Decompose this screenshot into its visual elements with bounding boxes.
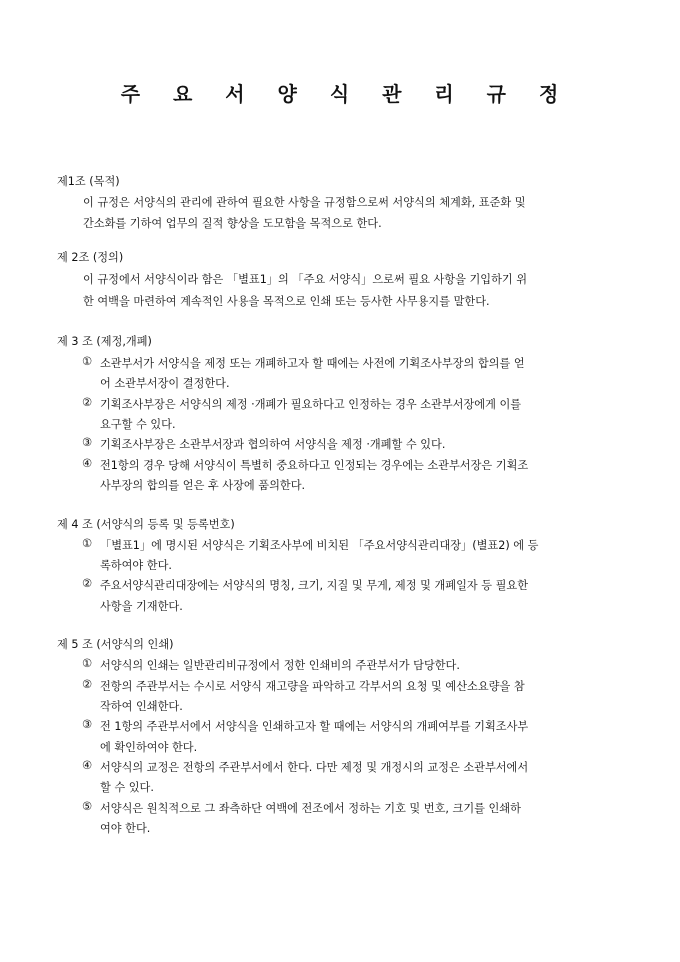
item-number: ②	[82, 577, 93, 590]
document-title: 주 요 서 양 식 관 리 규 정	[120, 82, 572, 106]
item-number: ③	[82, 436, 93, 449]
item-text-line: 작하여 인쇄한다.	[100, 700, 183, 713]
item-number: ②	[82, 396, 93, 409]
item-text-line: 사부장의 합의를 얻은 후 사장에 품의한다.	[100, 479, 306, 492]
item-number: ①	[82, 657, 93, 670]
article-text-line: 이 규정에서 서양식이라 함은 「별표1」의 「주요 서양식」으로써 필요 사항을 기입하기 위	[83, 273, 528, 286]
item-text-line: 서양식의 교정은 전항의 주관부서에서 한다. 다만 제정 및 개정시의 교정은 소관부서에서	[100, 761, 529, 774]
item-text-line: 록하여야 한다.	[100, 559, 172, 572]
article-text-line: 한 여백을 마련하여 계속적인 사용을 목적으로 인쇄 또는 등사한 사무용지를 말한다.	[83, 295, 490, 308]
article-heading: 제1조 (목적)	[57, 175, 120, 188]
item-number: ①	[82, 537, 93, 550]
article-text-line: 이 규정은 서양식의 관리에 관하여 필요한 사항을 규정함으로써 서양식의 체계화, 표준화 및	[83, 196, 526, 209]
item-text-line: 여야 한다.	[100, 822, 151, 835]
item-text-line: 할 수 있다.	[100, 781, 154, 794]
item-text-line: 소관부서가 서양식을 제정 또는 개폐하고자 할 때에는 사전에 기획조사부장의 합의를 얻	[100, 357, 525, 370]
item-number: ②	[82, 678, 93, 691]
item-text-line: 서양식의 인쇄는 일반관리비규정에서 정한 인쇄비의 주관부서가 담당한다.	[100, 659, 460, 672]
item-number: ③	[82, 718, 93, 731]
item-text-line: 기획조사부장은 서양식의 제정 ·개폐가 필요하다고 인정하는 경우 소관부서장에게 이를	[100, 398, 522, 411]
item-number: ①	[82, 355, 93, 368]
item-text-line: 전항의 주관부서는 수시로 서양식 재고량을 파악하고 각부서의 요청 및 예산소요량을 참	[100, 680, 525, 693]
article-text-line: 간소화를 기하여 업무의 질적 향상을 도모함을 목적으로 한다.	[83, 217, 382, 230]
item-text-line: 어 소관부서장이 결정한다.	[100, 377, 230, 390]
item-text-line: 전1항의 경우 당해 서양식이 특별히 중요하다고 인정되는 경우에는 소관부서장은 기획조	[100, 459, 529, 472]
item-text-line: 에 확인하여야 한다.	[100, 741, 198, 754]
item-text-line: 주요서양식관리대장에는 서양식의 명칭, 크기, 지질 및 무게, 제정 및 개폐일자 등 필요한	[100, 579, 529, 592]
item-text-line: 기획조사부장은 소관부서장과 협의하여 서양식을 제정 ·개폐할 수 있다.	[100, 438, 446, 451]
item-text-line: 「별표1」에 명시된 서양식은 기획조사부에 비치된 「주요서양식관리대장」(별표2) 에 등	[100, 539, 539, 552]
item-text-line: 요구할 수 있다.	[100, 418, 176, 431]
item-number: ④	[82, 457, 93, 470]
item-number: ④	[82, 759, 93, 772]
article-heading: 제 2조 (정의)	[57, 251, 124, 264]
article-heading: 제 5 조 (서양식의 인쇄)	[57, 638, 174, 651]
article-heading: 제 4 조 (서양식의 등록 및 등록번호)	[57, 518, 235, 531]
item-text-line: 전 1항의 주관부서에서 서양식을 인쇄하고자 할 때에는 서양식의 개폐여부를 기획조사부	[100, 720, 529, 733]
item-text-line: 사항을 기재한다.	[100, 600, 183, 613]
item-number: ⑤	[82, 800, 93, 813]
item-text-line: 서양식은 원칙적으로 그 좌측하단 여백에 전조에서 정하는 기호 및 번호, 크기를 인쇄하	[100, 802, 521, 815]
article-heading: 제 3 조 (제정,개폐)	[57, 335, 152, 348]
